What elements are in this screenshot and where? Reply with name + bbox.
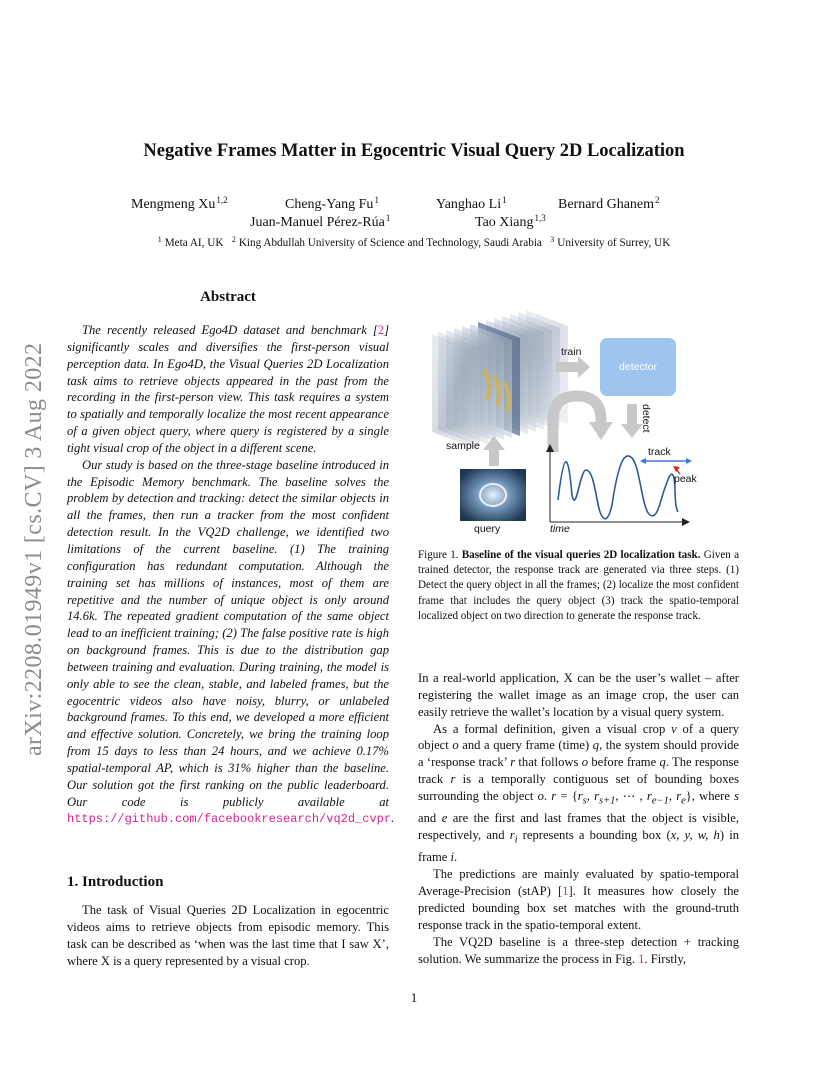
label-detect: detect: [640, 404, 652, 433]
label-sample: sample: [446, 440, 480, 452]
label-time: time: [550, 523, 570, 535]
abstract-body: [67, 322, 395, 828]
label-detector: detector: [619, 361, 657, 373]
figure-reference-link[interactable]: 1: [638, 951, 645, 966]
abstract-paragraph: Our study is based on the three-stage baseline introduced in the Episodic Memory benchmark. The baseline solves the problem by detection and tracking: detect the similar objects in all the frames, then run a tracker from the most confident detection result. In the VQ2D challenge, we identified two limitations of the current baseline. (1) The training configuration has redundant computation. Although the training set has millions of instances, most of them are repetitive and the number of unique object is only around 14.6k. The repeated gradient computation of the same object lead to an inefficient training; (2) The false positive rate is high on background frames. This is due to the distribution gap between training and evaluation. During training, the model is only able to see the clean, stable, and labeled frames, but the egocentric videos also have noisy, blurry, or unlabeled background frames. To this end, we developed a more efficient and effective solution. Concretely, we bring the training loop from 15 days to less than 24 hours, and we achieve 0.17% spatial-temporal AP, which is 31% higher than the baseline. Our solution got the first ranking on the public leaderboard. Our code is publicly available at https://github.com/facebookresearch/vq2d_cvpr.: [67, 457, 395, 827]
label-track: track: [648, 446, 671, 458]
code-url-link[interactable]: https://github.com/facebookresearch/vq2d_cvpr: [67, 812, 392, 827]
abstract-paragraph: The recently released Ego4D dataset and benchmark [2] significantly scales and diversifies the first-person visual perception data. In Ego4D, the Visual Queries 2D Localization task aims to retrieve objects appeared in the past from the recording in the first-person view. This task requires a system to spatially and temporally localize the most recent appearance of a given object query, where query is registered by a single tight visual crop of the object in a different scene.: [67, 323, 389, 455]
author: Bernard Ghanem$^2$: [558, 195, 660, 212]
query-image: [460, 469, 526, 521]
abstract-heading: Abstract: [200, 289, 256, 305]
affiliations: $^1$ Meta AI, UK $^2$ King Abdullah University of Science and Technology, Saudi Arabia $^3$ University of Surrey, UK: [157, 235, 671, 249]
citation-link[interactable]: 1: [562, 884, 569, 899]
author: Yanghao Li$^1$: [436, 195, 507, 212]
introduction-heading: 1. Introduction: [67, 874, 164, 890]
author: Juan-Manuel Pérez-Rúa$^1$: [250, 213, 391, 230]
label-train: train: [561, 346, 582, 358]
introduction-paragraph: The task of Visual Queries 2D Localization in egocentric videos aims to retrieve objects from episodic memory. This task can be described as ‘when was the last time that I saw X’, where X is a query represented by a visual crop.: [67, 903, 389, 968]
introduction-body: [67, 902, 389, 969]
figure-1-caption: Figure 1. Baseline of the visual queries 2D localization task. Given a trained detector, the response track are generated via three steps. (1) Detect the query object in all the frames; (2) localize the most confident frame that includes the query object (3) track the spatio-temporal localized object on two direction to generate the response track.: [418, 549, 740, 622]
label-peak: peak: [674, 473, 697, 485]
track-range-arrow: [640, 458, 692, 464]
body-paragraph: The predictions are mainly evaluated by spatio-temporal Average-Precision (stAP) [1]. It measures how closely the predicted bounding box set matches with the ground-truth response track in the spatio-temporal extent.: [418, 867, 739, 932]
author: Cheng-Yang Fu$^1$: [285, 195, 379, 212]
body-paragraph: In a real-world application, X can be the user’s wallet – after registering the wallet image as an image crop, the user can easily retrieve the wallet’s location by a visual query system.: [418, 671, 739, 719]
paper-title: Negative Frames Matter in Egocentric Visual Query 2D Localization: [143, 141, 685, 161]
arxiv-identifier: arXiv:2208.01949v1 [cs.CV] 3 Aug 2022: [21, 342, 47, 756]
author: Tao Xiang$^{1,3}$: [475, 213, 546, 230]
body-paragraph: The VQ2D baseline is a three-step detection + tracking solution. We summarize the process in Fig. 1. Firstly,: [418, 934, 739, 966]
figure-1-diagram: [418, 300, 748, 540]
label-query: query: [474, 523, 501, 535]
right-column-body: [418, 670, 739, 967]
loop-arrow: [553, 396, 613, 452]
author: Mengmeng Xu$^{1,2}$: [131, 195, 228, 212]
response-curve: [558, 456, 678, 519]
citation-link[interactable]: 2: [377, 323, 385, 337]
detect-arrow: [621, 404, 643, 438]
page-number: 1: [410, 990, 418, 1005]
body-paragraph: As a formal definition, given a visual crop v of a query object o and a query frame (time) q, the system should provide a ‘response track’ r that follows o before frame q. The response track r is a temporally contiguous set of bounding boxes surrounding the object o. $r = \{r_s$, $r_{s+1}$, ⋯ , $r_{e-1}$, $r_e$}, where s and e are the first and last frames that the object is visible, respectively, and $r_i$ represents a bounding box (x, y, w, h) in frame i.: [418, 721, 740, 865]
